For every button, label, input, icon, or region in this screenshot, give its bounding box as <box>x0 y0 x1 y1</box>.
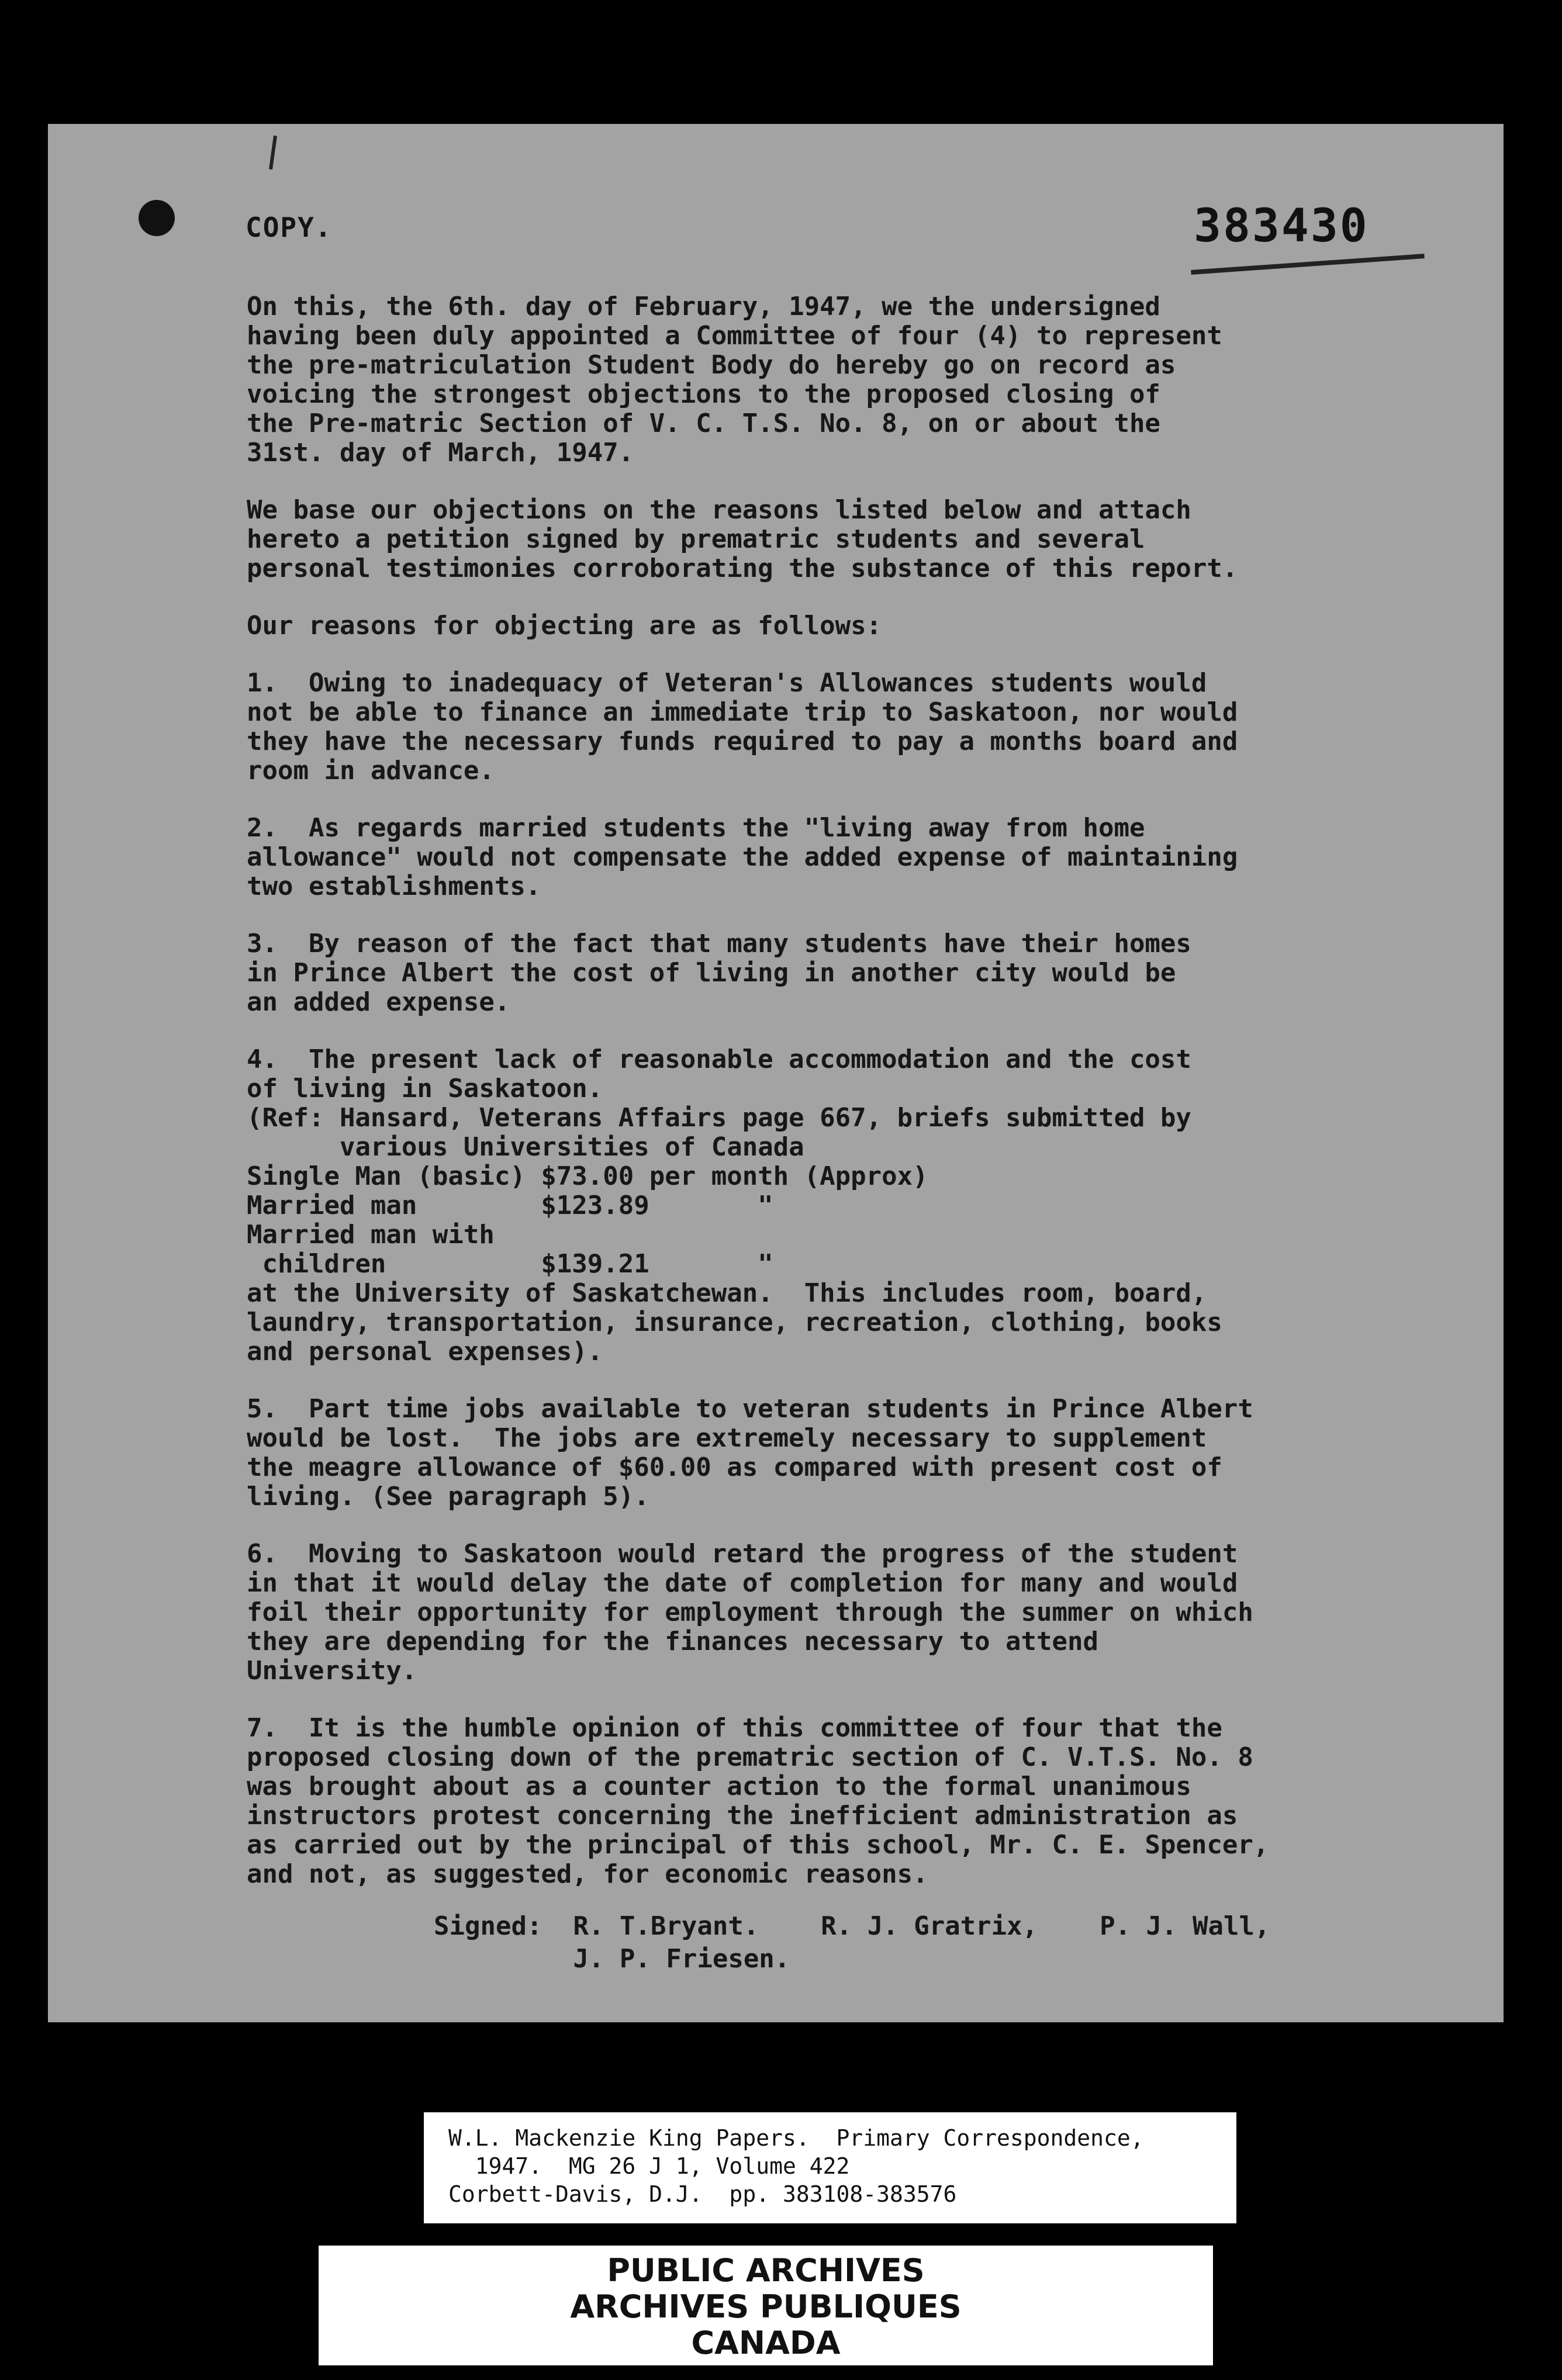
stamp-line-1: PUBLIC ARCHIVES <box>607 2252 925 2289</box>
pen-mark <box>269 136 277 169</box>
archives-stamp <box>319 2246 1213 2365</box>
paragraph-reason-4: 4. The present lack of reasonable accommodation and the cost of living in Saskatoon. (Ref: Hansard, Veterans Affairs page 667, briefs submitted by various Universities of Canada Single Man (basic) $73.00 per month (Approx) Married man $123.89 " Married man with children $139.21 " at the University of Saskatchewan. This includes room, board, laundry, transportation, insurance, recreation, clothing, books and personal expenses). <box>247 1044 1222 1367</box>
paragraph-reason-5: 5. Part time jobs available to veteran students in Prince Albert would be lost. The jobs are extremely necessary to supplement the meagre allowance of $60.00 as compared with present cost of living. (See paragraph 5). <box>247 1394 1253 1511</box>
paragraph-reason-1: 1. Owing to inadequacy of Veteran's Allowances students would not be able to finance an immediate trip to Saskatoon, nor would they have the necessary funds required to pay a months board and room in advance. <box>247 668 1238 786</box>
archive-line-2: 1947. MG 26 J 1, Volume 422 <box>448 2153 850 2179</box>
archive-reference-label <box>424 2112 1236 2223</box>
archive-line-3: Corbett-Davis, D.J. pp. 383108-383576 <box>448 2181 957 2207</box>
punch-hole <box>139 200 175 236</box>
document-number: 383430 <box>1194 200 1369 252</box>
paragraph-reason-3: 3. By reason of the fact that many students have their homes in Prince Albert the cost of living in another city would be an added expense. <box>247 929 1191 1017</box>
strikeout-mark <box>1191 254 1425 275</box>
paragraph-basis: We base our objections on the reasons listed below and attach hereto a petition signed by prematric students and several personal testimonies corroborating the substance of this report. <box>247 495 1238 583</box>
signatures: Signed: R. T.Bryant. R. J. Gratrix, P. J. Wall, J. P. Friesen. <box>434 1911 1270 1974</box>
archive-line-1: W.L. Mackenzie King Papers. Primary Correspondence, <box>448 2125 1144 2151</box>
stamp-line-3: CANADA <box>691 2324 841 2361</box>
paragraph-reason-7: 7. It is the humble opinion of this committee of four that the proposed closing down of the prematric section of C. V.T.S. No. 8 was brought about as a counter action to the formal unanimous instructors protest concerning the inefficient administration as as carried out by the principal of this school, Mr. C. E. Spencer, and not, as suggested, for economic reasons. <box>247 1713 1269 1889</box>
copy-label: COPY. <box>246 212 333 243</box>
paragraph-reason-2: 2. As regards married students the "living away from home allowance" would not compensate the added expense of maintaining two establishments. <box>247 813 1238 901</box>
stamp-line-2: ARCHIVES PUBLIQUES <box>570 2288 962 2325</box>
document-page <box>48 124 1504 2022</box>
paragraph-reasons-heading: Our reasons for objecting are as follows: <box>247 611 882 641</box>
letter-body <box>247 292 1439 1917</box>
paragraph-reason-6: 6. Moving to Saskatoon would retard the progress of the student in that it would delay the date of completion for many and would foil their opportunity for employment through the summer on which they are depending for the finances necessary to attend University. <box>247 1539 1253 1686</box>
paragraph-intro: On this, the 6th. day of February, 1947, we the undersigned having been duly appointed a Committee of four (4) to represent the pre-matriculation Student Body do hereby go on record as voicing the strongest objections to the proposed closing of the Pre-matric Section of V. C. T.S. No. 8, on or about the 31st. day of March, 1947. <box>247 292 1222 468</box>
